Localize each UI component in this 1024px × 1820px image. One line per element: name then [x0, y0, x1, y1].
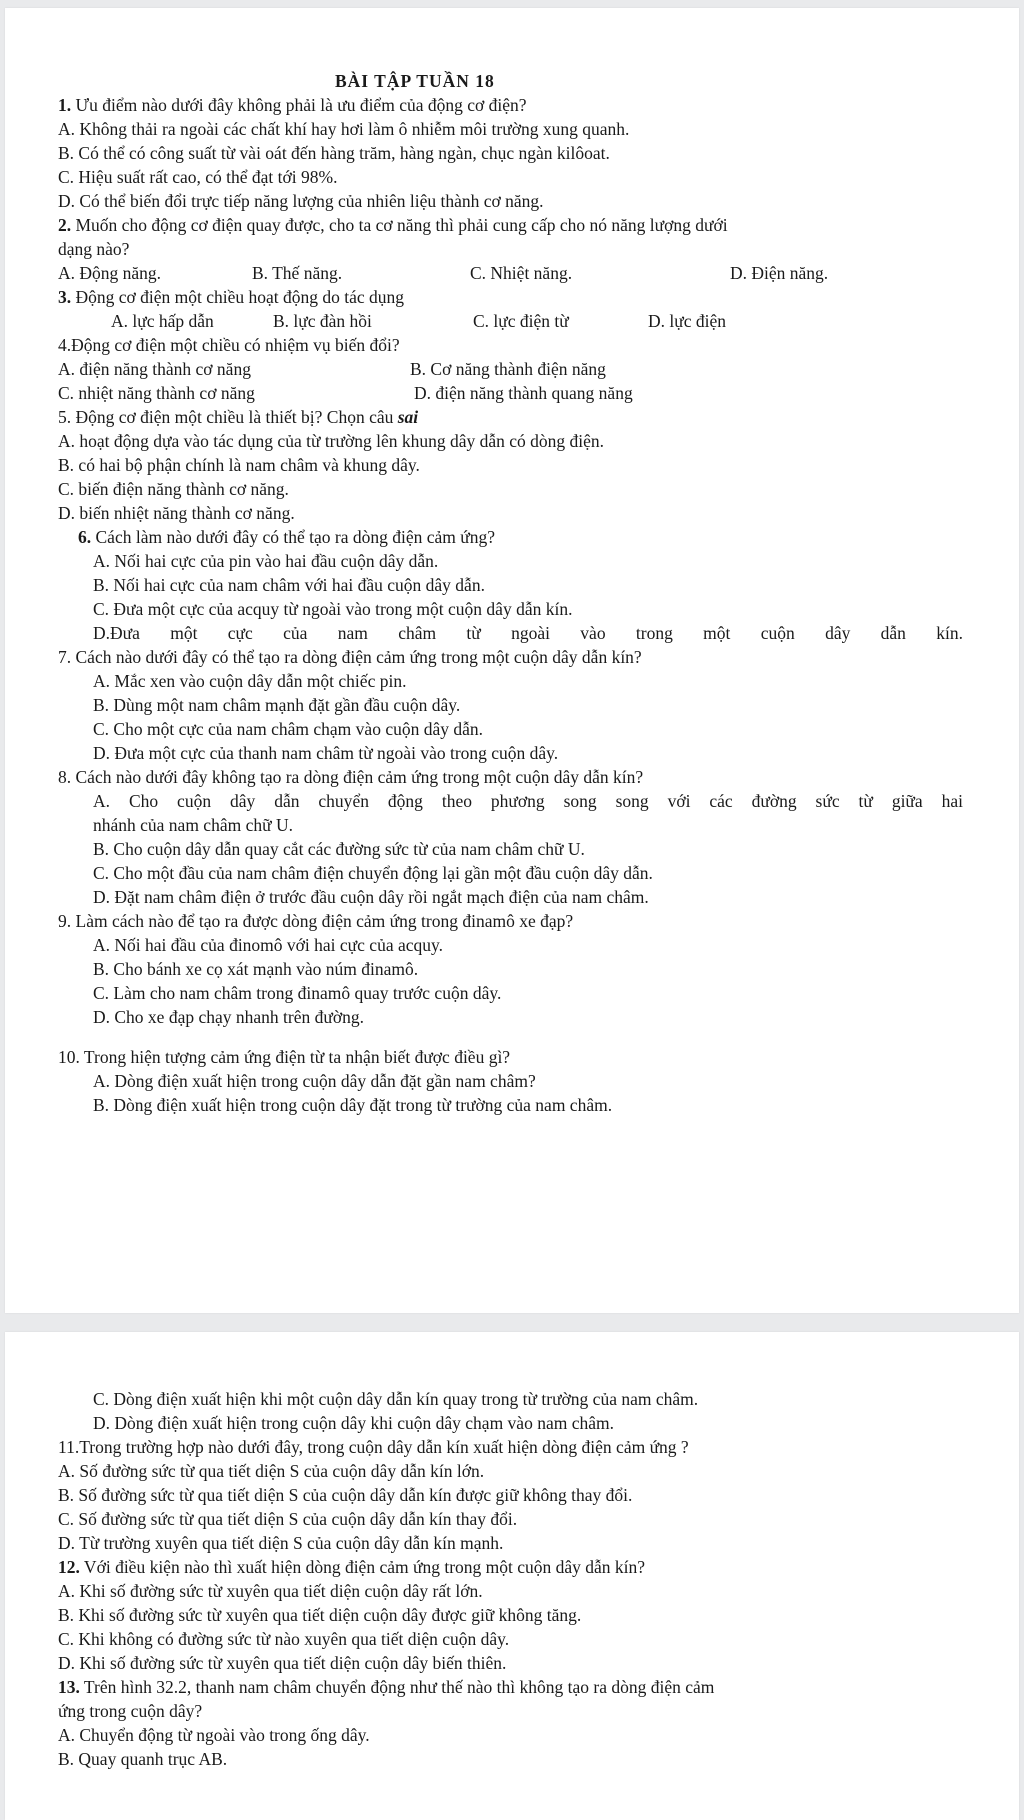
question-10: 10. Trong hiện tượng cảm ứng điện từ ta nhận biết được điều gì? [58, 1047, 511, 1067]
worksheet-page-2 [5, 1332, 1019, 1820]
option-line: C. Dòng điện xuất hiện khi một cuộn dây dẫn kín quay trong từ trường của nam châm. [93, 1389, 699, 1409]
option-line: C. Số đường sức từ qua tiết diện S của cuộn dây dẫn kín thay đổi. [58, 1509, 518, 1529]
option-line: C. biến điện năng thành cơ năng. [58, 479, 289, 499]
option-line: B. Dùng một nam châm mạnh đặt gần đầu cuộn dây. [93, 695, 461, 715]
option-line: C. Hiệu suất rất cao, có thể đạt tới 98%. [58, 167, 338, 187]
option-line: A. Nối hai đầu của đinomô với hai cực của acquy. [93, 935, 443, 955]
option-a: A. lực hấp dẫn [111, 311, 214, 331]
option-line: B. Có thể có công suất từ vài oát đến hàng trăm, hàng ngàn, chục ngàn kilôoat. [58, 143, 610, 163]
option-line: D. Có thể biến đổi trực tiếp năng lượng của nhiên liệu thành cơ năng. [58, 191, 544, 211]
option-line: nhánh của nam châm chữ U. [93, 815, 293, 835]
option-d: D. Điện năng. [730, 263, 829, 283]
question-4: 4.Động cơ điện một chiều có nhiệm vụ biến đổi? [58, 335, 400, 355]
option-b: B. Thế năng. [252, 263, 343, 283]
question-6: 6. Cách làm nào dưới đây có thể tạo ra dòng điện cảm ứng? [78, 527, 495, 547]
question-8: 8. Cách nào dưới đây không tạo ra dòng điện cảm ứng trong một cuộn dây dẫn kín? [58, 767, 644, 787]
question-12: 12. Với điều kiện nào thì xuất hiện dòng điện cảm ứng trong một cuộn dây dẫn kín? [58, 1557, 646, 1577]
option-a: A. Động năng. [58, 263, 162, 283]
question-line: ứng trong cuộn dây? [58, 1701, 203, 1721]
question-5: 5. Động cơ điện một chiều là thiết bị? Chọn câu sai [58, 407, 419, 427]
option-line: A. Dòng điện xuất hiện trong cuộn dây dẫn đặt gần nam châm? [93, 1071, 536, 1091]
option-line: A. Chuyển động từ ngoài vào trong ống dây. [58, 1725, 370, 1745]
option-line: C. Khi không có đường sức từ nào xuyên qua tiết diện cuộn dây. [58, 1629, 510, 1649]
option-line: B. Cho bánh xe cọ xát mạnh vào núm đinamô. [93, 959, 419, 979]
question-line: dạng nào? [58, 239, 130, 259]
option-line: A. Mắc xen vào cuộn dây dẫn một chiếc pin. [93, 671, 407, 691]
option-d: D. lực điện [648, 311, 727, 331]
option-line: B. Dòng điện xuất hiện trong cuộn dây đặt trong từ trường của nam châm. [93, 1095, 613, 1115]
option-line: A. Khi số đường sức từ xuyên qua tiết diện cuộn dây rất lớn. [58, 1581, 483, 1601]
option-line: D. Từ trường xuyên qua tiết diện S của cuộn dây dẫn kín mạnh. [58, 1533, 504, 1553]
option-line: A. Không thải ra ngoài các chất khí hay hơi làm ô nhiễm môi trường xung quanh. [58, 119, 630, 139]
option-line: C. Cho một cực của nam châm chạm vào cuộn dây dẫn. [93, 719, 483, 739]
option-line: B. Quay quanh trục AB. [58, 1749, 228, 1769]
option-c: C. nhiệt năng thành cơ năng [58, 383, 255, 403]
question-13: 13. Trên hình 32.2, thanh nam châm chuyển động như thế nào thì không tạo ra dòng điện cảm [58, 1677, 715, 1697]
option-line: D. biến nhiệt năng thành cơ năng. [58, 503, 295, 523]
question-11: 11.Trong trường hợp nào dưới đây, trong cuộn dây dẫn kín xuất hiện dòng điện cảm ứng ? [58, 1437, 689, 1457]
option-d: D. điện năng thành quang năng [414, 383, 633, 403]
worksheet-page-1 [5, 8, 1019, 1313]
option-line: C. Làm cho nam châm trong đinamô quay trước cuộn dây. [93, 983, 502, 1003]
option-line: D. Đặt nam châm điện ở trước đầu cuộn dây rồi ngắt mạch điện của nam châm. [93, 887, 649, 907]
option-line: D.Đưa một cực của nam châm từ ngoài vào trong một cuộn dây dẫn kín. [93, 623, 963, 643]
question-9: 9. Làm cách nào để tạo ra được dòng điện cảm ứng trong đinamô xe đạp? [58, 911, 574, 931]
option-line: B. Khi số đường sức từ xuyên qua tiết diện cuộn dây được giữ không tăng. [58, 1605, 582, 1625]
option-line: B. Nối hai cực của nam châm với hai đầu cuộn dây dẫn. [93, 575, 485, 595]
option-line: A. Cho cuộn dây dẫn chuyển động theo phương song song với các đường sức từ giữa hai [93, 791, 963, 811]
option-line: A. Nối hai cực của pin vào hai đầu cuộn dây dẫn. [93, 551, 439, 571]
option-line: D. Cho xe đạp chạy nhanh trên đường. [93, 1007, 364, 1027]
option-line: B. có hai bộ phận chính là nam châm và khung dây. [58, 455, 420, 475]
option-a: A. điện năng thành cơ năng [58, 359, 251, 379]
option-line: A. hoạt động dựa vào tác dụng của từ trường lên khung dây dẫn có dòng điện. [58, 431, 605, 451]
page-title: BÀI TẬP TUẦN 18 [335, 71, 495, 91]
option-b: B. lực đàn hồi [273, 311, 372, 331]
option-line: A. Số đường sức từ qua tiết diện S của cuộn dây dẫn kín lớn. [58, 1461, 485, 1481]
option-b: B. Cơ năng thành điện năng [410, 359, 606, 379]
option-line: B. Cho cuộn dây dẫn quay cắt các đường sức từ của nam châm chữ U. [93, 839, 585, 859]
question-2: 2. Muốn cho động cơ điện quay được, cho ta cơ năng thì phải cung cấp cho nó năng lượng dưới [58, 215, 728, 235]
option-line: C. Đưa một cực của acquy từ ngoài vào trong một cuộn dây dẫn kín. [93, 599, 573, 619]
option-line: D. Đưa một cực của thanh nam châm từ ngoài vào trong cuộn dây. [93, 743, 559, 763]
option-line: D. Dòng điện xuất hiện trong cuộn dây khi cuộn dây chạm vào nam châm. [93, 1413, 614, 1433]
option-line: B. Số đường sức từ qua tiết diện S của cuộn dây dẫn kín được giữ không thay đổi. [58, 1485, 633, 1505]
option-c: C. Nhiệt năng. [470, 263, 573, 283]
question-3: 3. Động cơ điện một chiều hoạt động do tác dụng [58, 287, 405, 307]
question-1: 1. Ưu điểm nào dưới đây không phải là ưu điểm của động cơ điện? [58, 95, 527, 115]
option-line: C. Cho một đầu của nam châm điện chuyển động lại gần một đầu cuộn dây dẫn. [93, 863, 653, 883]
question-7: 7. Cách nào dưới đây có thể tạo ra dòng điện cảm ứng trong một cuộn dây dẫn kín? [58, 647, 642, 667]
option-line: D. Khi số đường sức từ xuyên qua tiết diện cuộn dây biến thiên. [58, 1653, 507, 1673]
option-c: C. lực điện từ [473, 311, 569, 331]
